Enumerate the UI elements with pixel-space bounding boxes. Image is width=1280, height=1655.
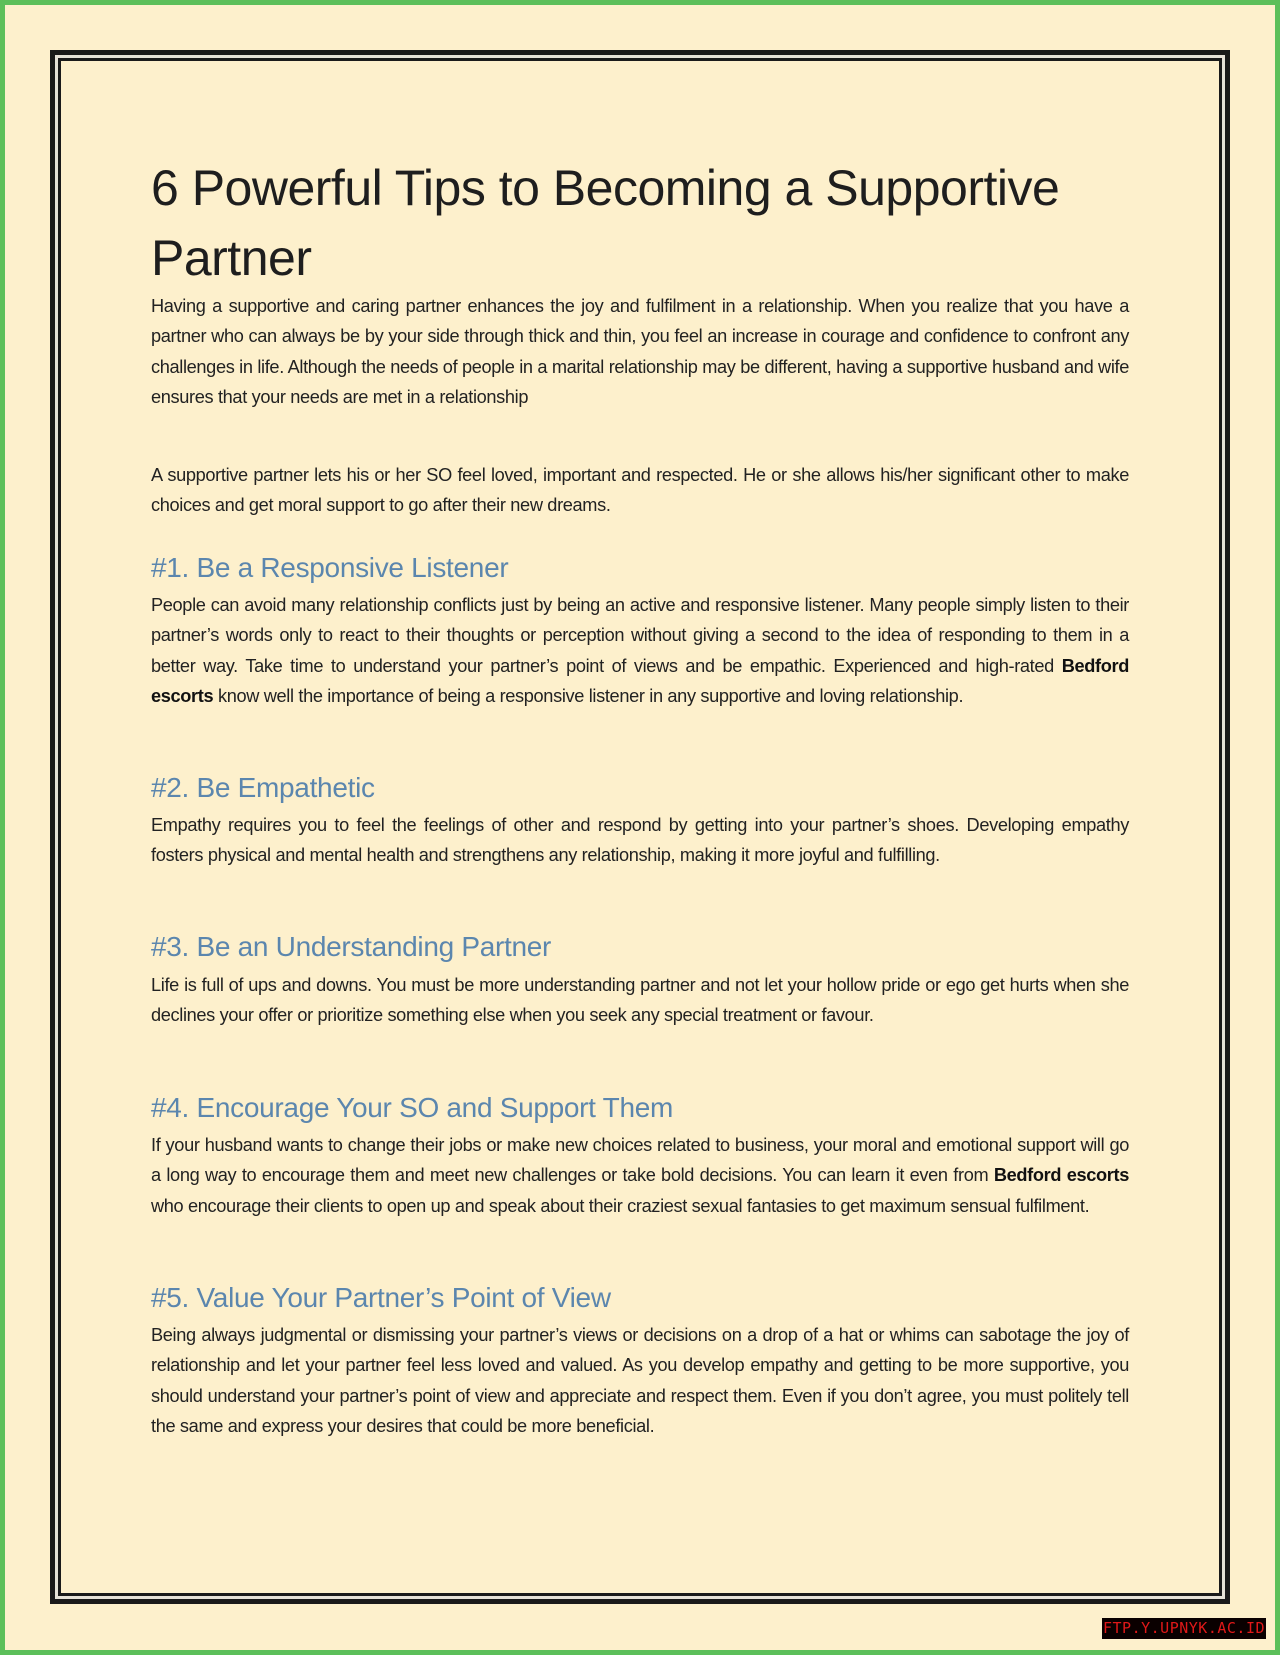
section-4-text: If your husband wants to change their jobs or make new choices related to business, your moral and emotional support will go a long way to encourage them and meet new challenges or take bold decisions. You can learn it even from bbox=[151, 1135, 1129, 1186]
section-3-heading: #3. Be an Understanding Partner bbox=[151, 931, 552, 962]
intro-paragraph-1: Having a supportive and caring partner enhances the joy and fulfilment in a relationship. When you realize that you have a partner who can always be by your side through thick and thin, you feel an increase in courage and confidence to confront any challenges in life. Although the needs of people in a marital relationship may be different, having a supportive husband and wife ensures that your needs are met in a relationship bbox=[151, 296, 1129, 407]
section-1-text: People can avoid many relationship conflicts just by being an active and responsive listener. Many people simply listen to their partner’s words only to react to their thoughts or perception without giving a second to the idea of responding to them in a better way. Take time to understand your partner’s point of views and be empathic. Experienced and high-rated bbox=[151, 595, 1129, 676]
bedford-escorts-link[interactable]: Bedford escorts bbox=[993, 1165, 1129, 1186]
intro-paragraph-2: A supportive partner lets his or her SO feel loved, important and respected. He or she allows his/her significant other to make choices and get moral support to go after their new dreams. bbox=[151, 465, 1129, 516]
document-title: 6 Powerful Tips to Becoming a Supportive Partner bbox=[151, 160, 1060, 286]
section-5-heading: #5. Value Your Partner’s Point of View bbox=[151, 1282, 611, 1313]
bedford-escorts-link[interactable]: Bedford escorts bbox=[151, 655, 1129, 706]
section-1-text-end: know well the importance of being a responsive listener in any supportive and loving relationship. bbox=[213, 685, 964, 706]
section-4-paragraph bbox=[151, 1130, 1129, 1221]
section-4-heading: #4. Encourage Your SO and Support Them bbox=[151, 1092, 674, 1123]
section-1-heading: #1. Be a Responsive Listener bbox=[151, 552, 509, 583]
watermark-label: FTP.Y.UPNYK.AC.ID bbox=[1102, 1619, 1266, 1637]
section-2-heading: #2. Be Empathetic bbox=[151, 772, 375, 803]
section-1-paragraph bbox=[151, 590, 1129, 711]
section-4-text-end: who encourage their clients to open up and speak about their craziest sexual fantasies to get maximum sensual fulfilment. bbox=[151, 1195, 1090, 1216]
section-2-paragraph: Empathy requires you to feel the feelings of other and respond by getting into your partner’s shoes. Developing empathy fosters physical and mental health and strengthens any relationship, making it more joyful and fulfilling. bbox=[151, 815, 1129, 866]
section-5-paragraph: Being always judgmental or dismissing your partner’s views or decisions on a drop of a hat or whims can sabotage the joy of relationship and let your partner feel less loved and valued. As you develop empathy and getting to be more supportive, you should understand your partner’s point of view and appreciate and respect them. Even if you don’t agree, you must politely tell the same and express your desires that could be more beneficial. bbox=[151, 1325, 1129, 1436]
section-3-paragraph: Life is full of ups and downs. You must be more understanding partner and not let your hollow pride or ego get hurts when she declines your offer or prioritize something else when you seek any special treatment or favour. bbox=[151, 975, 1129, 1026]
